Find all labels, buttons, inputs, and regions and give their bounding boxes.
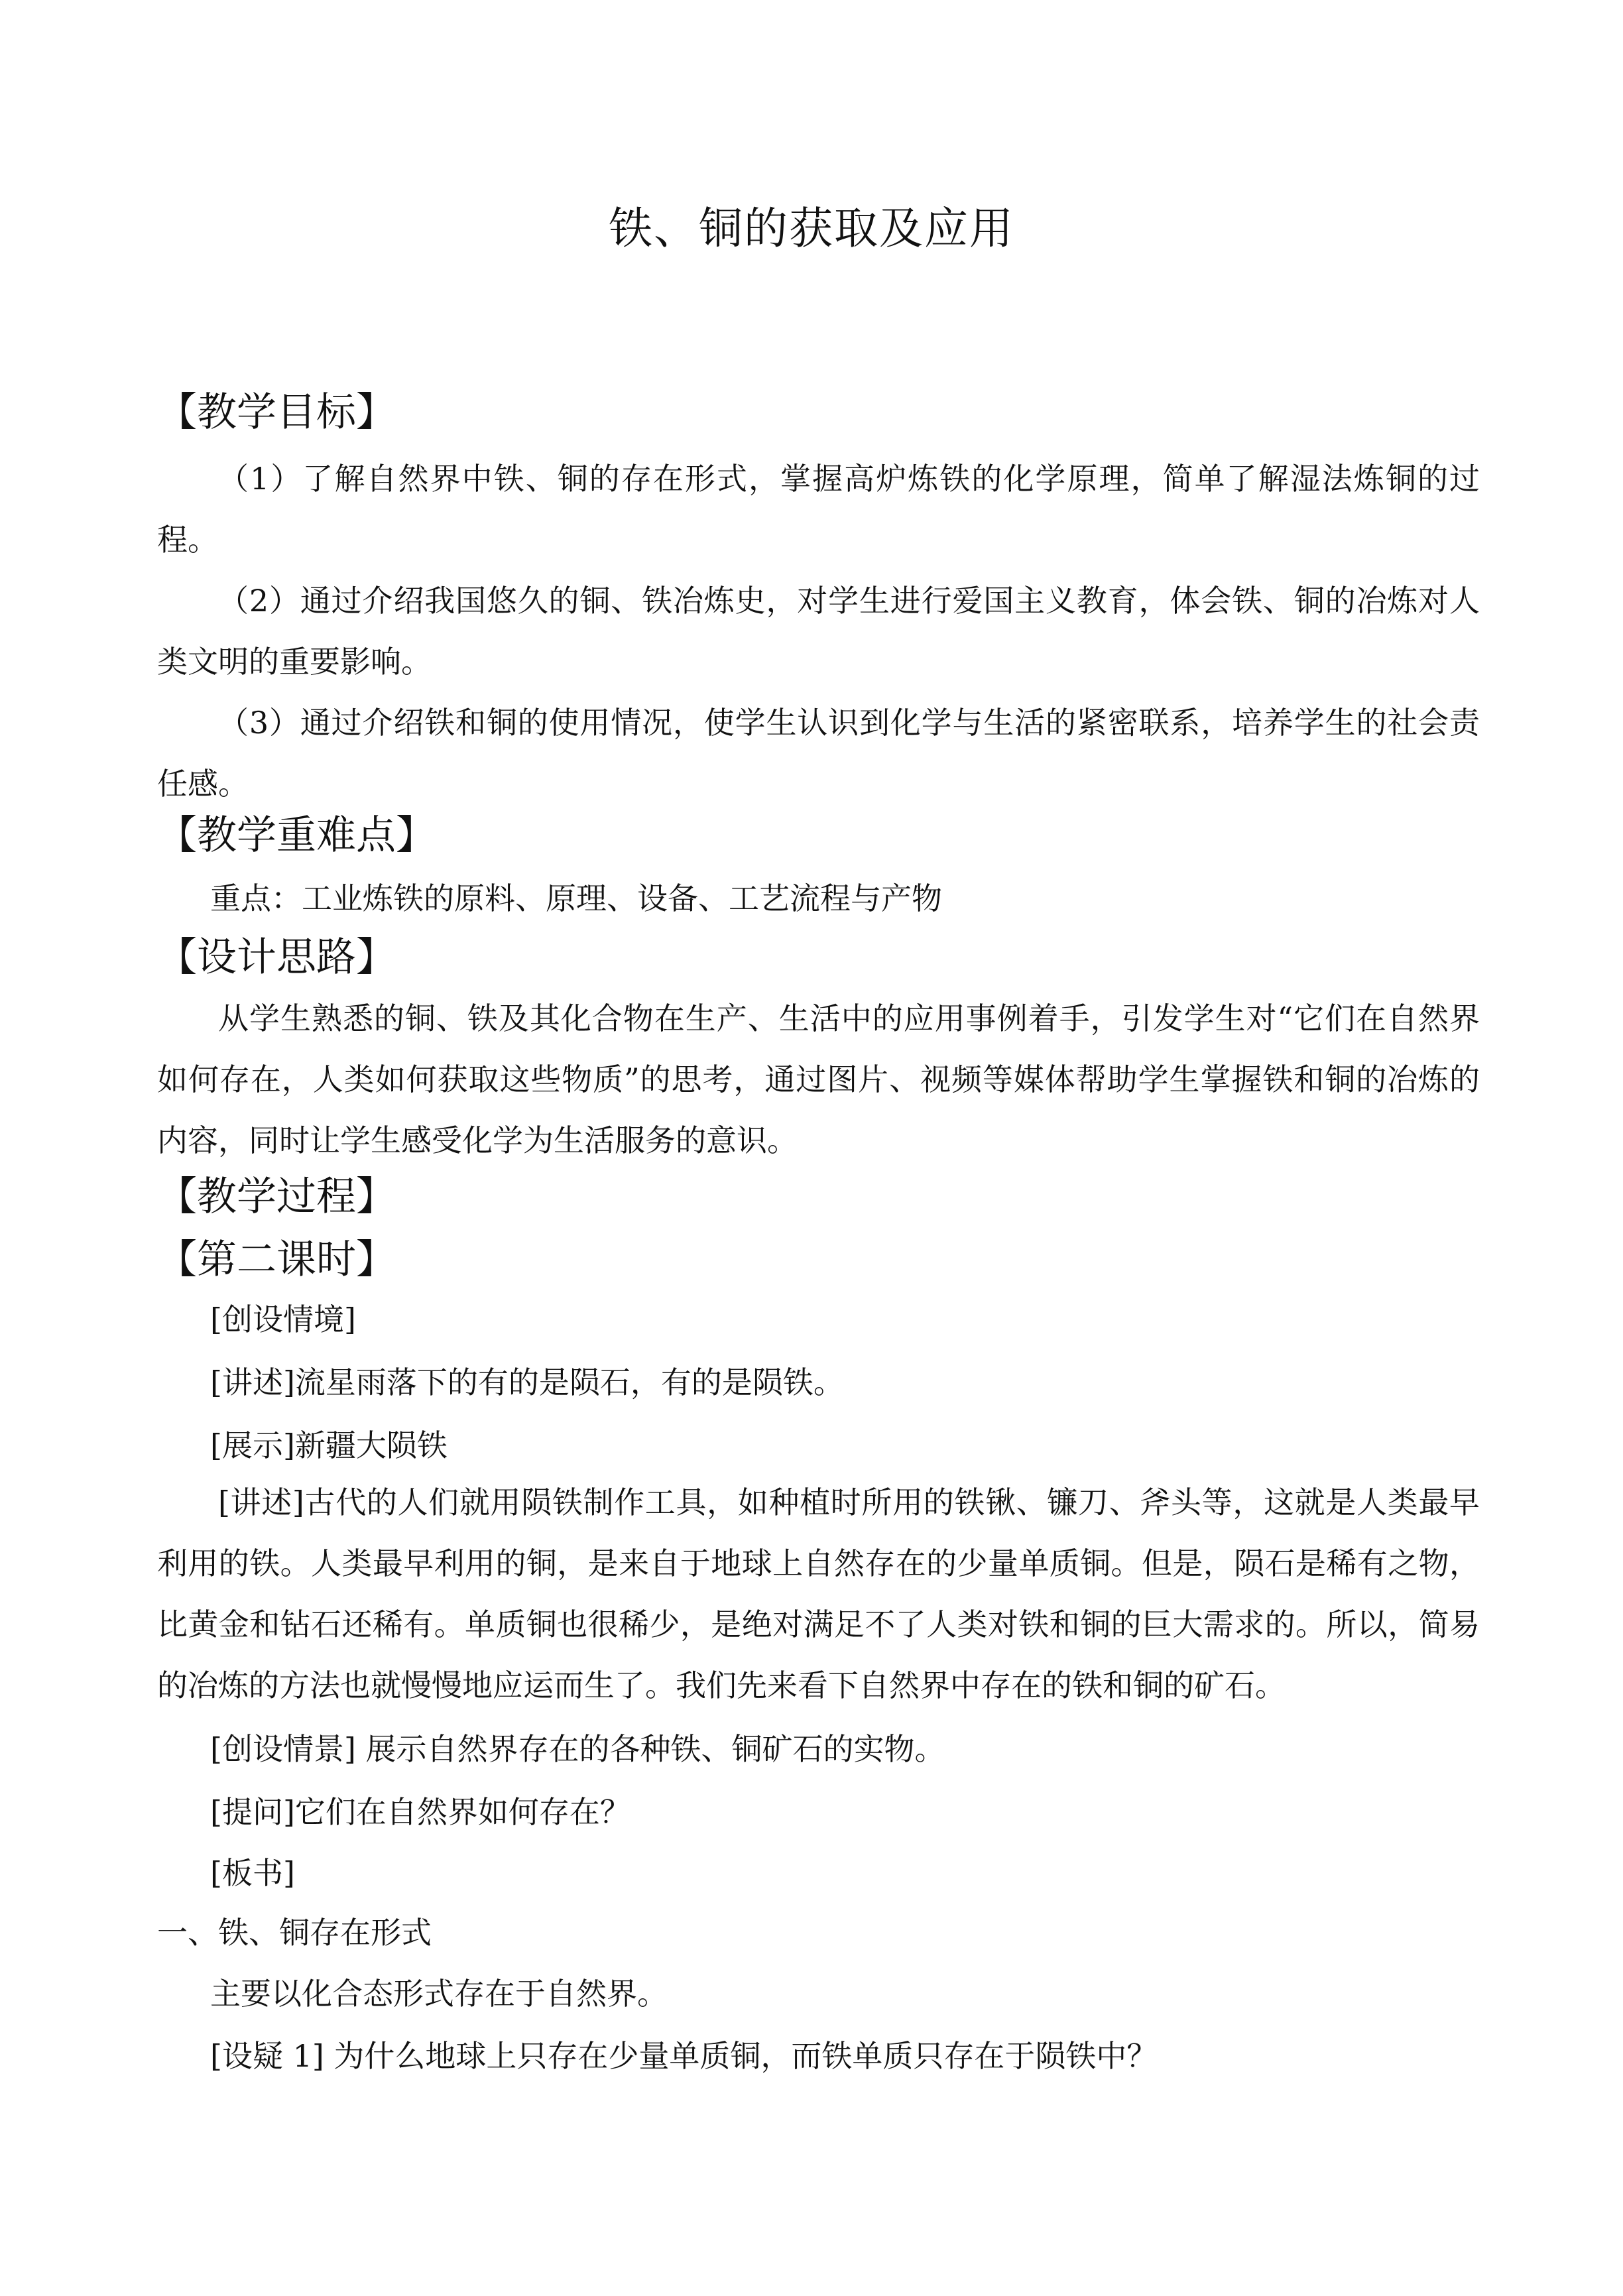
page-title: 铁、铜的获取及应用: [609, 203, 1014, 254]
lesson-heading: 【第二课时】: [157, 1237, 396, 1283]
design-heading: 【设计思路】: [157, 934, 396, 981]
subsection-heading: 一、铁、铜存在形式: [157, 1915, 432, 1951]
question: [提问]它们在自然界如何存在？: [210, 1794, 631, 1830]
existence-form-text: 主要以化合态形式存在于自然界。: [210, 1976, 668, 2012]
design-text: 从学生熟悉的铜、铁及其化合物在生产、生活中的应用事例着手，引发学生对“它们在自然界如何存在，人类如何获取这些物质”的思考，通过图片、视频等媒体帮助学生掌握铁和铜的冶炼的内容，同时让学生感受化学为生活服务的意识。: [157, 1000, 1480, 1158]
process-heading: 【教学过程】: [157, 1174, 396, 1220]
scenario-2: [创设情景] 展示自然界存在的各种铁、铜矿石的实物。: [210, 1731, 945, 1767]
objectives-heading: 【教学目标】: [157, 389, 396, 436]
doubt-question-1: [设疑 1] 为什么地球上只存在少量单质铜，而铁单质只存在于陨铁中？: [210, 2038, 1158, 2074]
narration-2: [讲述]古代的人们就用陨铁制作工具，如种植时所用的铁锹、镰刀、斧头等，这就是人类最早利用的铁。人类最早利用的铜，是来自于地球上自然存在的少量单质铜。但是，陨石是稀有之物，比黄金和钻石还稀有。单质铜也很稀少，是绝对满足不了人类对铁和铜的巨大需求的。所以，简易的冶炼的方法也就慢慢地应运而生了。我们先来看下自然界中存在的铁和铜的矿石。: [157, 1484, 1480, 1703]
board-label: [板书]: [210, 1855, 295, 1891]
objective-3: （3）通过介绍铁和铜的使用情况，使学生认识到化学与生活的紧密联系，培养学生的社会责任感。: [157, 705, 1480, 802]
key-points-heading: 【教学重难点】: [157, 812, 436, 859]
objective-1: （1）了解自然界中铁、铜的存在形式，掌握高炉炼铁的化学原理，简单了解湿法炼铜的过程。: [157, 461, 1480, 558]
key-points-text: 重点：工业炼铁的原料、原理、设备、工艺流程与产物: [210, 880, 942, 916]
show-item: [展示]新疆大陨铁: [210, 1427, 448, 1463]
narration-1: [讲述]流星雨落下的有的是陨石，有的是陨铁。: [210, 1364, 844, 1400]
scenario-label: [创设情境]: [210, 1301, 356, 1337]
objective-2: （2）通过介绍我国悠久的铜、铁冶炼史，对学生进行爱国主义教育，体会铁、铜的冶炼对人类文明的重要影响。: [157, 583, 1480, 680]
